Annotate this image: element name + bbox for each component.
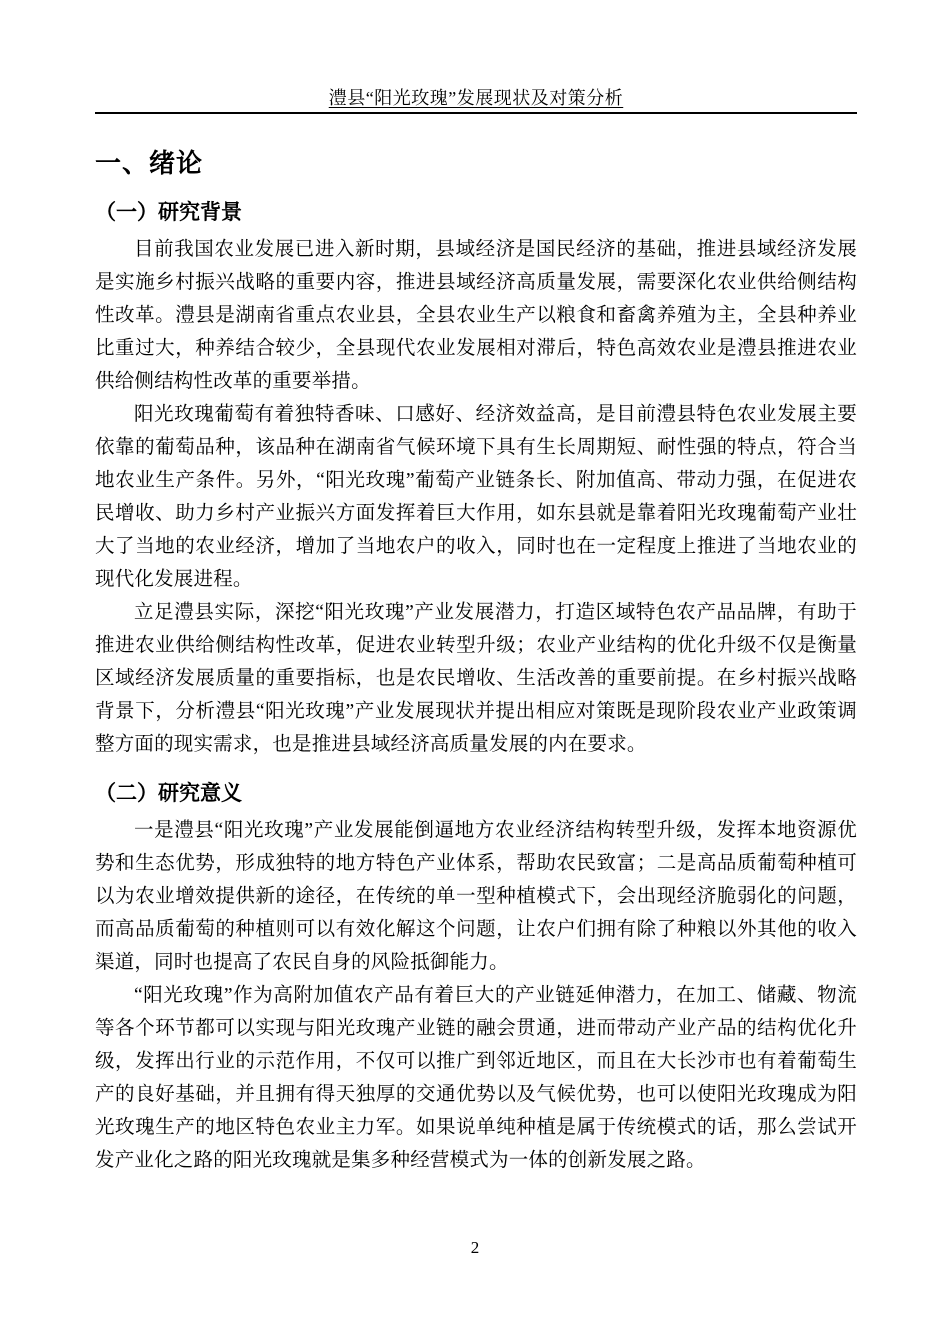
paragraph-background-1: 目前我国农业发展已进入新时期，县域经济是国民经济的基础，推进县域经济发展是实施乡村振兴战略的重要内容，推进县域经济高质量发展，需要深化农业供给侧结构性改革。澧县是湖南省重点农业县，全县农业生产以粮食和畜禽养殖为主，全县种养业比重过大，种养结合较少，全县现代农业发展相对滞后，特色高效农业是澧县推进农业供给侧结构性改革的重要举措。 [95,239,857,392]
paragraph-background-3: 立足澧县实际，深挖“阳光玫瑰”产业发展潜力，打造区域特色农产品品牌，有助于推进农业供给侧结构性改革，促进农业转型升级；农业产业结构的优化升级不仅是衡量区域经济发展质量的重要指标，也是农民增收、生活改善的重要前提。在乡村振兴战略背景下，分析澧县“阳光玫瑰”产业发展现状并提出相应对策既是现阶段农业产业政策调整方面的现实需求，也是推进县域经济高质量发展的内在要求。 [95,602,857,755]
page-footer [0,1238,950,1258]
paragraph-significance-2: “阳光玫瑰”作为高附加值农产品有着巨大的产业链延伸潜力，在加工、储藏、物流等各个环节都可以实现与阳光玫瑰产业链的融会贯通，进而带动产业产品的结构优化升级，发挥出行业的示范作用，不仅可以推广到邻近地区，而且在大长沙市也有着葡萄生产的良好基础，并且拥有得天独厚的交通优势以及气候优势，也可以使阳光玫瑰成为阳光玫瑰生产的地区特色农业主力军。如果说单纯种植是属于传统模式的话，那么尝试开发产业化之路的阳光玫瑰就是集多种经营模式为一体的创新发展之路。 [95,985,857,1171]
document-body [95,147,857,1177]
running-head-title: 澧县“阳光玫瑰”发展现状及对策分析 [328,88,624,108]
heading-introduction: 一、绪论 [95,148,204,178]
paragraph-significance-1: 一是澧县“阳光玫瑰”产业发展能倒逼地方农业经济结构转型升级，发挥本地资源优势和生态优势，形成独特的地方特色产业体系，帮助农民致富；二是高品质葡萄种植可以为农业增效提供新的途径，在传统的单一型种植模式下，会出现经济脆弱化的问题，而高品质葡萄的种植则可以有效化解这个问题，让农户们拥有除了种粮以外其他的收入渠道，同时也提高了农民自身的风险抵御能力。 [95,820,857,973]
page-header [95,88,857,114]
heading-research-significance: （二）研究意义 [95,782,242,805]
heading-research-background: （一）研究背景 [95,201,242,224]
paragraph-background-2: 阳光玫瑰葡萄有着独特香味、口感好、经济效益高，是目前澧县特色农业发展主要依靠的葡萄品种，该品种在湖南省气候环境下具有生长周期短、耐性强的特点，符合当地农业生产条件。另外，“阳光玫瑰”葡萄产业链条长、附加值高、带动力强，在促进农民增收、助力乡村产业振兴方面发挥着巨大作用，如东县就是靠着阳光玫瑰葡萄产业壮大了当地的农业经济，增加了当地农户的收入，同时也在一定程度上推进了当地农业的现代化发展进程。 [95,404,857,590]
page-number: 2 [470,1238,480,1257]
